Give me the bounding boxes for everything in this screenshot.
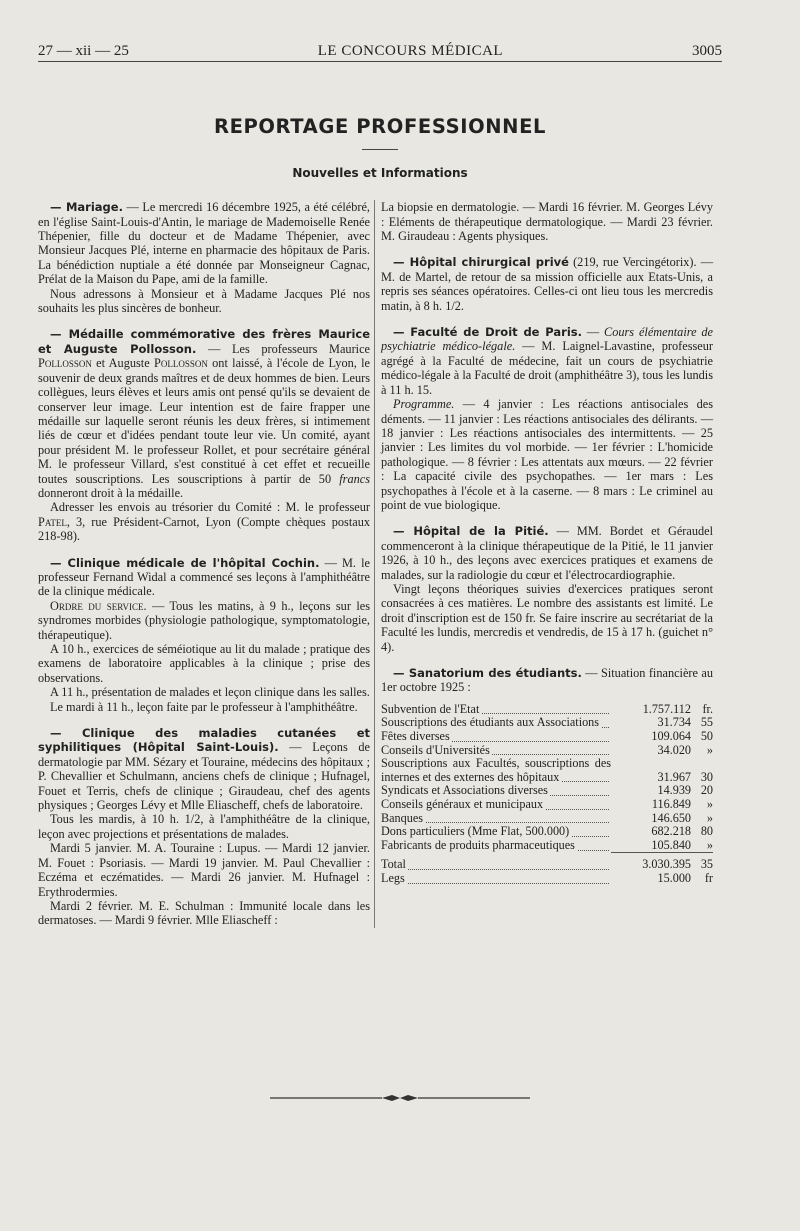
- cochin-paragraph-5: Le mardi à 11 h., leçon faite par le professeur à l'amphithéâtre.: [50, 699, 358, 714]
- cochin-paragraph-3: A 10 h., exercices de séméiotique au lit du malade ; pratique des examens de laboratoire applicables à la clinique ; prise des observations.: [38, 642, 370, 685]
- finance-label: Souscriptions des étudiants aux Associations: [381, 716, 600, 730]
- cochin-paragraph: [38, 556, 370, 599]
- finance-label: Subvention de l'Etat: [381, 702, 480, 716]
- finance-row: [381, 825, 713, 839]
- finance-cents: »: [706, 742, 713, 757]
- cochin-service-text: — Tous les matins, à 9 h., leçons sur les syndromes morbides (physiologie pathologique, symptomatologie, thérapeutique).: [38, 598, 370, 642]
- finance-amount: 31.967: [657, 769, 691, 784]
- finance-label: Fabricants de produits pharmaceutiques: [381, 838, 575, 853]
- finance-cents: »: [706, 810, 713, 825]
- finance-label: Dons particuliers (Mme Flat, 500.000): [381, 825, 570, 839]
- finance-row: [381, 839, 713, 853]
- finance-row: [381, 757, 713, 784]
- finance-label: Banques: [381, 811, 423, 825]
- prive-paragraph: [381, 255, 713, 313]
- finance-row: [381, 798, 713, 812]
- finance-label: Souscriptions aux Facultés, souscriptions des internes et des externes des hôpitaux: [381, 757, 611, 784]
- finance-amount: 105.840: [651, 837, 691, 852]
- header-date: 27 — xii — 25: [38, 43, 129, 59]
- closing-ornament: [0, 1092, 800, 1104]
- prive-text: (219, rue Vercingétorix). — M. de Martel, de retour de sa mission officielle aux Etats-Unis, a repris ses séances opératoires. Celles-ci ont lieu tous les mercredis matin, à 8 h. 1/2.: [381, 255, 713, 313]
- programme-text: — 4 janvier : Les réactions antisociales des déments. — 11 janvier : Les réactions antisociales des délirants. — 18 janvier : Les réactions antisociales des intermittents. — 25 janvier : Les limites du vol morbide. — 1er février : L'homicide pathologique. — 8 février : Les attentats aux mœurs. — 22 février : La capacité civile des psychopathes. — 1er mars : Les psychopathes à l'école et à la caserne. — 8 mars : Le criminel au point de vue biologique.: [381, 397, 713, 512]
- section-subtitle: Nouvelles et Informations: [292, 165, 468, 180]
- finance-row: [381, 716, 713, 730]
- journal-name: LE CONCOURS MÉDICAL: [317, 43, 504, 59]
- droit-course-title: Cours élémentaire de psychiatrie médico-légale.: [381, 325, 714, 354]
- finance-cents: 80: [700, 824, 713, 839]
- finance-amount: 14.939: [657, 783, 691, 798]
- cochin-text: — M. le professeur Fernand Widal a commencé ses leçons à l'amphithéâtre de la clinique médicale.: [38, 555, 370, 599]
- pitie-paragraph-2: Vingt leçons théoriques suivies d'exercices pratiques seront consacrées à ces matières. Le nombre des assistants est limité. Le droit d'inscription est de 150 fr. Se faire inscrire au secrétariat de la Faculté les lundis, mercredis et vendredis, de 15 à 17 h. (guichet n° 4).: [381, 581, 713, 654]
- finance-label: Conseils d'Universités: [381, 743, 490, 757]
- medaille-text-c: ont laissé, à l'école de Lyon, le souvenir de deux grands maîtres et de deux hommes de bien. Leurs collègues, leurs élèves et leurs amis ont pensé qu'ils se devaient de conserver leur image. Leur intention est de faire frapper une médaille sur laquelle seront réunis les deux frères, si intimement liés de cœur et d'idées pendant toute leur vie. Un comité, ayant pour président M. le professeur Rollet, et pour secrétaire général M. le professeur Villard, s'est constitué à cet effet et recueille toutes souscriptions. Les souscriptions à partir de 50: [38, 356, 371, 486]
- finance-amount: 3.030.395: [611, 853, 691, 872]
- finance-cents: fr: [704, 870, 713, 885]
- stlouis-paragraph-3: Mardi 5 janvier. M. A. Touraine : Lupus. — Mardi 12 janvier. M. Fouet : Psoriasis. — Mardi 19 janvier. M. Paul Chevallier : Eczéma et eczématides. — Mardi 26 janvier. M. Hufnagel : Erythrodermies.: [38, 841, 370, 899]
- mariage-heading: — Mariage.: [50, 200, 123, 215]
- medaille-text-d: donneront droit à la médaille.: [38, 485, 184, 500]
- finance-cents: »: [706, 796, 713, 811]
- finance-amount: 1.757.112: [642, 701, 691, 716]
- droit-text: — M. Laignel-Lavastine, professeur agrégé à la Faculté de médecine, fait un cours de psychiatrie médico-légale à la Faculté de droit (amphithéâtre 3), tous les lundis à 11 h. 15.: [381, 339, 713, 397]
- finance-amount: 116.849: [651, 796, 691, 811]
- finance-legs-row: [381, 872, 713, 886]
- cochin-paragraph-4: A 11 h., présentation de malades et leçon clinique dans les salles.: [50, 685, 370, 700]
- finance-row: [381, 784, 713, 798]
- finance-amount: 146.650: [651, 810, 691, 825]
- finance-cents: »: [706, 837, 713, 852]
- finance-amount: 682.218: [651, 824, 691, 839]
- sanatorium-text: — Situation financière au 1er octobre 1925 :: [381, 666, 713, 695]
- mariage-paragraph-2: Nous adressons à Monsieur et à Madame Jacques Plé nos souhaits les plus sincères de bonheur.: [38, 286, 370, 316]
- medaille-text-a: — Les professeurs Maurice: [196, 341, 370, 356]
- right-column: [374, 200, 713, 928]
- mariage-paragraph: [38, 200, 370, 286]
- finance-amount: 109.064: [651, 729, 691, 743]
- finance-amount: 15.000: [657, 870, 691, 885]
- droit-dash: —: [581, 325, 605, 340]
- sanatorium-heading: — Sanatorium des étudiants.: [393, 666, 582, 680]
- finance-row: [381, 812, 713, 826]
- finance-cents: 35: [691, 853, 713, 872]
- finance-cents: fr.: [702, 701, 713, 716]
- programme-paragraph: [381, 397, 713, 512]
- pitie-text: — MM. Bordet et Géraudel commenceront à la clinique thérapeutique de la Pitié, le 11 janvier 1926, à 10 h., des leçons avec exercices pratiques et examens de malades, sur la radiologie du cœur et l'électrocardiographie.: [381, 524, 714, 582]
- stlouis-paragraph-2: Tous les mardis, à 10 h. 1/2, à l'amphithéâtre de la clinique, leçon avec projections et présentations de malades.: [38, 812, 370, 841]
- cochin-heading: — Clinique médicale de l'hôpital Cochin.: [50, 555, 320, 570]
- finance-label: Total: [381, 857, 406, 872]
- stlouis-paragraph-4: Mardi 2 février. M. E. Schulman : Immunité locale dans les dermatoses. — Mardi 9 février. Mlle Eliascheff :: [38, 898, 370, 928]
- medaille-heading: — Médaille commémorative des frères Maurice et Auguste Pollosson.: [38, 327, 370, 356]
- ordre-du-service: Ordre du service.: [50, 598, 147, 613]
- finance-cents: 55: [700, 715, 713, 730]
- finance-label: Fêtes diverses: [381, 730, 450, 743]
- prive-heading: — Hôpital chirurgical privé: [393, 255, 569, 270]
- finance-total-row: [381, 853, 713, 872]
- finance-cents: 20: [700, 783, 713, 798]
- programme-label: Programme.: [393, 397, 455, 412]
- pitie-heading: — Hôpital de la Pitié.: [393, 524, 549, 539]
- finance-label: Legs: [381, 871, 405, 885]
- stlouis-heading: — Clinique des maladies cutanées et syphilitiques (Hôpital Saint-Louis).: [38, 726, 370, 755]
- finance-row: [381, 744, 713, 758]
- finance-amount: 34.020: [657, 742, 691, 757]
- finance-row: [381, 730, 713, 744]
- finance-label: Conseils généraux et municipaux: [381, 797, 544, 811]
- droit-paragraph: [381, 325, 713, 397]
- finance-cents: 30: [700, 769, 713, 784]
- running-header: [38, 44, 722, 62]
- page-number: 3005: [692, 43, 722, 59]
- finance-row: [381, 703, 713, 717]
- section-title: REPORTAGE PROFESSIONNEL: [213, 115, 547, 139]
- envois-paragraph: [38, 500, 370, 543]
- envois-name: Patel: [38, 514, 67, 529]
- article-columns: [38, 200, 722, 928]
- finance-table: [381, 703, 713, 886]
- envois-text-b: , 3, rue Président-Carnot, Lyon (Compte chèques postaux 218-98).: [38, 514, 370, 544]
- stlouis-paragraph: [38, 726, 370, 812]
- medaille-name-1: Pollosson: [38, 356, 92, 371]
- medaille-paragraph: [38, 327, 370, 500]
- biopsie-paragraph: La biopsie en dermatologie. — Mardi 16 février. M. Georges Lévy : Eléments de thérapeutique dermatologique. — Mardi 23 février. M. Giraudeau : Agents physiques.: [381, 200, 713, 244]
- title-rule: [362, 149, 398, 150]
- left-column: [38, 200, 374, 928]
- finance-amount: 31.734: [657, 715, 691, 730]
- droit-heading: — Faculté de Droit de Paris.: [393, 325, 582, 340]
- medaille-text-b: et Auguste: [91, 356, 154, 371]
- medaille-francs: francs: [339, 471, 370, 486]
- cochin-service-paragraph: [38, 599, 370, 642]
- stlouis-text: — Leçons de dermatologie par MM. Sézary et Touraine, médecins des hôpitaux ; P. Chevallier et Schulmann, anciens chefs de clinique ; Hufnagel, Fouet et Terris, chefs de clinique ; Giraudeau, chef des agents physiques ; Georges Lévy et Mlle Eliascheff, chefs de laboratoire.: [38, 740, 370, 813]
- mariage-text: — Le mercredi 16 décembre 1925, a été célébré, en l'église Saint-Louis-d'Antin, le mariage de Mademoiselle Renée Thépenier, fille du docteur et de Madame Thépenier, avec Monsieur Jacques Plé, interne en pharmacie des hôpitaux de Paris. La bénédiction nuptiale a été donnée par Monseigneur Cagnac, Prélat de la Maison du Pape, ami de la famille.: [38, 200, 370, 287]
- envois-text-a: Adresser les envois au trésorier du Comité : M. le professeur: [50, 500, 370, 515]
- medaille-name-2: Pollosson: [153, 356, 208, 371]
- finance-cents: 50: [700, 729, 713, 743]
- sanatorium-paragraph: [381, 666, 713, 695]
- finance-label: Syndicats et Associations diverses: [381, 784, 548, 798]
- pitie-paragraph: [381, 524, 713, 582]
